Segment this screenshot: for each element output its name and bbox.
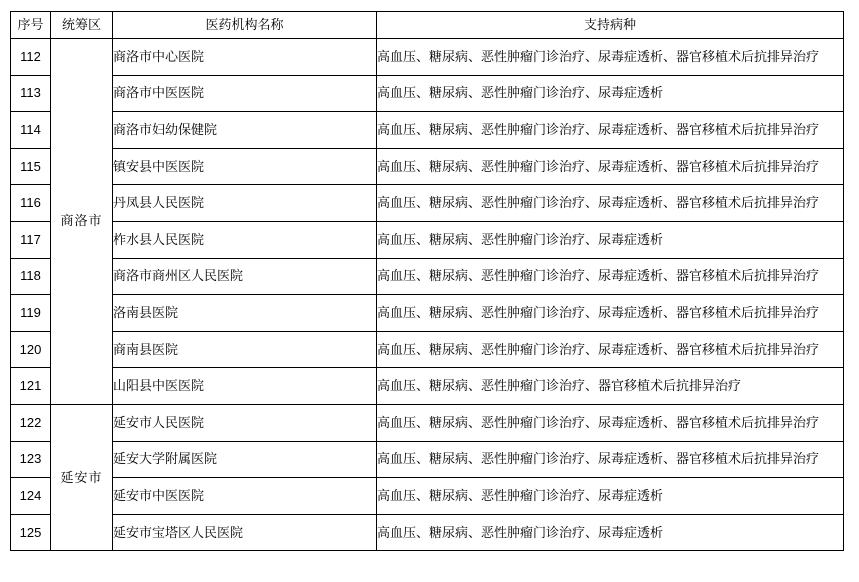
table-row [11, 221, 844, 258]
cell-institution-name: 商洛市商州区人民医院 [113, 258, 377, 295]
document-page [0, 11, 859, 582]
table-row [11, 514, 844, 551]
table-row [11, 295, 844, 332]
cell-supported-diseases: 高血压、糖尿病、恶性肿瘤门诊治疗、尿毒症透析、器官移植术后抗排异治疗 [377, 295, 844, 332]
cell-institution-name: 商洛市妇幼保健院 [113, 112, 377, 149]
cell-supported-diseases: 高血压、糖尿病、恶性肿瘤门诊治疗、尿毒症透析、器官移植术后抗排异治疗 [377, 148, 844, 185]
cell-institution-name: 丹凤县人民医院 [113, 185, 377, 222]
cell-sequence: 120 [11, 331, 51, 368]
table-row [11, 478, 844, 515]
header-disease: 支持病种 [377, 12, 844, 39]
cell-supported-diseases: 高血压、糖尿病、恶性肿瘤门诊治疗、尿毒症透析、器官移植术后抗排异治疗 [377, 441, 844, 478]
cell-supported-diseases: 高血压、糖尿病、恶性肿瘤门诊治疗、尿毒症透析 [377, 221, 844, 258]
cell-supported-diseases: 高血压、糖尿病、恶性肿瘤门诊治疗、尿毒症透析、器官移植术后抗排异治疗 [377, 258, 844, 295]
header-seq: 序号 [11, 12, 51, 39]
cell-institution-name: 延安市人民医院 [113, 404, 377, 441]
cell-sequence: 123 [11, 441, 51, 478]
cell-sequence: 122 [11, 404, 51, 441]
cell-institution-name: 洛南县医院 [113, 295, 377, 332]
cell-supported-diseases: 高血压、糖尿病、恶性肿瘤门诊治疗、尿毒症透析 [377, 514, 844, 551]
cell-supported-diseases: 高血压、糖尿病、恶性肿瘤门诊治疗、尿毒症透析、器官移植术后抗排异治疗 [377, 331, 844, 368]
medical-institutions-table [10, 11, 844, 551]
cell-sequence: 118 [11, 258, 51, 295]
cell-supported-diseases: 高血压、糖尿病、恶性肿瘤门诊治疗、尿毒症透析 [377, 478, 844, 515]
table-row [11, 112, 844, 149]
cell-sequence: 112 [11, 39, 51, 76]
table-row [11, 75, 844, 112]
cell-sequence: 119 [11, 295, 51, 332]
cell-supported-diseases: 高血压、糖尿病、恶性肿瘤门诊治疗、器官移植术后抗排异治疗 [377, 368, 844, 405]
cell-supported-diseases: 高血压、糖尿病、恶性肿瘤门诊治疗、尿毒症透析、器官移植术后抗排异治疗 [377, 39, 844, 76]
cell-supported-diseases: 高血压、糖尿病、恶性肿瘤门诊治疗、尿毒症透析、器官移植术后抗排异治疗 [377, 404, 844, 441]
cell-sequence: 117 [11, 221, 51, 258]
table-row [11, 258, 844, 295]
cell-institution-name: 延安大学附属医院 [113, 441, 377, 478]
cell-pool-region: 商洛市 [51, 39, 113, 405]
table-header-row [11, 12, 844, 39]
table-row [11, 441, 844, 478]
cell-pool-region: 延安市 [51, 404, 113, 550]
cell-supported-diseases: 高血压、糖尿病、恶性肿瘤门诊治疗、尿毒症透析 [377, 75, 844, 112]
table-row [11, 148, 844, 185]
cell-sequence: 114 [11, 112, 51, 149]
cell-supported-diseases: 高血压、糖尿病、恶性肿瘤门诊治疗、尿毒症透析、器官移植术后抗排异治疗 [377, 185, 844, 222]
cell-institution-name: 延安市宝塔区人民医院 [113, 514, 377, 551]
header-pool: 统筹区 [51, 12, 113, 39]
table-row [11, 331, 844, 368]
cell-sequence: 113 [11, 75, 51, 112]
cell-institution-name: 山阳县中医医院 [113, 368, 377, 405]
table-row [11, 404, 844, 441]
cell-institution-name: 商洛市中心医院 [113, 39, 377, 76]
cell-supported-diseases: 高血压、糖尿病、恶性肿瘤门诊治疗、尿毒症透析、器官移植术后抗排异治疗 [377, 112, 844, 149]
cell-institution-name: 柞水县人民医院 [113, 221, 377, 258]
cell-institution-name: 商南县医院 [113, 331, 377, 368]
table-row [11, 185, 844, 222]
cell-sequence: 125 [11, 514, 51, 551]
table-row [11, 39, 844, 76]
cell-institution-name: 延安市中医医院 [113, 478, 377, 515]
cell-sequence: 116 [11, 185, 51, 222]
table-row [11, 368, 844, 405]
cell-sequence: 121 [11, 368, 51, 405]
header-org: 医药机构名称 [113, 12, 377, 39]
cell-institution-name: 镇安县中医医院 [113, 148, 377, 185]
cell-institution-name: 商洛市中医医院 [113, 75, 377, 112]
cell-sequence: 115 [11, 148, 51, 185]
cell-sequence: 124 [11, 478, 51, 515]
